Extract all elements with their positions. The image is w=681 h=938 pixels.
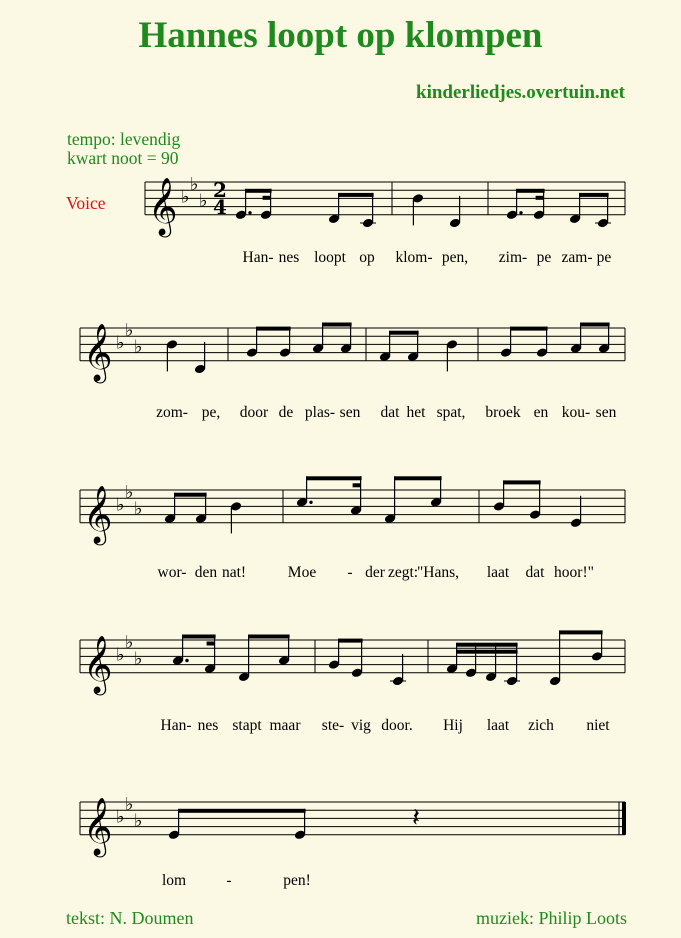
flat-sign: ♭ <box>116 644 125 666</box>
page-title: Hannes loopt op klompen <box>138 15 543 56</box>
beam <box>307 476 362 480</box>
augmentation-dot <box>309 501 312 504</box>
lyric-syllable: sen <box>595 404 617 421</box>
lyric-syllable: zom- <box>156 404 188 421</box>
flat-sign: ♭ <box>190 174 199 196</box>
lyric-syllable: den <box>194 564 218 581</box>
flat-sign: ♭ <box>134 498 143 520</box>
lyric-syllable: zegt: <box>387 564 419 581</box>
beam <box>457 650 518 654</box>
metronome-text: kwart noot = 90 <box>67 148 179 168</box>
lyric-syllable: loopt <box>314 249 346 266</box>
beam <box>179 809 306 813</box>
lyric-syllable: - <box>347 564 353 581</box>
partial-beam <box>263 196 271 200</box>
lyric-syllable: lom <box>161 872 187 889</box>
lyric-syllable: maar <box>269 717 301 734</box>
lyric-syllable: door <box>239 404 269 421</box>
beam <box>323 323 352 327</box>
beam <box>249 635 290 639</box>
beam <box>511 327 548 331</box>
lyric-syllable: zam- <box>561 249 593 266</box>
staff-system-2 <box>80 320 625 421</box>
lyric-syllable: nat! <box>221 564 247 581</box>
beam <box>560 630 603 634</box>
lyric-syllable: pe <box>536 249 552 266</box>
beam <box>339 193 374 197</box>
staff-system-3 <box>80 476 625 581</box>
lyric-syllable: klom- <box>395 249 433 266</box>
lyric-syllable: zich <box>528 717 554 734</box>
lyric-syllable: broek <box>485 404 521 421</box>
lyric-syllable: stapt <box>232 717 262 734</box>
treble-clef: 𝄞 <box>83 484 113 543</box>
lyric-syllable: kou- <box>561 404 591 421</box>
lyric-syllable: hoor!" <box>554 564 594 581</box>
lyric-syllable: Han- <box>242 249 274 266</box>
flat-sign: ♭ <box>181 186 190 208</box>
flat-sign: ♭ <box>125 794 134 816</box>
beam <box>339 639 363 643</box>
lyric-syllable: zim- <box>498 249 528 266</box>
lyric-syllable: niet <box>586 717 610 734</box>
lyric-syllable: wor- <box>157 564 187 581</box>
lyric-syllable: op <box>359 249 375 266</box>
lyric-syllable: Moe <box>287 564 317 581</box>
lyric-syllable: pe, <box>201 404 221 421</box>
website-link[interactable]: kinderliedjes.overtuin.net <box>416 82 625 103</box>
partial-beam <box>536 196 544 200</box>
flat-sign: ♭ <box>125 482 134 504</box>
treble-clef: 𝄞 <box>83 322 113 381</box>
beam <box>517 189 545 193</box>
lyric-syllable: laat <box>486 564 510 581</box>
augmentation-dot <box>248 211 251 214</box>
flat-sign: ♭ <box>116 494 125 516</box>
lyric-syllable: ste- <box>321 717 345 734</box>
lyric-syllable: "Hans, <box>416 564 460 581</box>
instrument-name: Voice <box>66 193 106 213</box>
beam <box>504 480 541 484</box>
lyric-syllable: sen <box>339 404 361 421</box>
augmentation-dot <box>519 211 522 214</box>
quarter-rest: 𝄽 <box>412 803 420 833</box>
time-signature-top: 2 <box>213 178 227 202</box>
lyric-syllable: door. <box>381 717 413 734</box>
flat-sign: ♭ <box>134 648 143 670</box>
final-barline <box>622 802 626 835</box>
staff-system-4 <box>80 630 625 734</box>
lyric-syllable: Han- <box>160 717 192 734</box>
lyric-syllable: dat <box>380 404 400 421</box>
beam <box>246 189 272 193</box>
partial-beam <box>353 483 361 487</box>
lyric-syllable: nes <box>197 717 219 734</box>
flat-sign: ♭ <box>116 332 125 354</box>
lyricist-credit: tekst: N. Doumen <box>66 908 194 928</box>
lyric-syllable: vig <box>351 717 371 734</box>
flat-sign: ♭ <box>116 806 125 828</box>
staff-system-1 <box>145 174 625 266</box>
treble-clef: 𝄞 <box>83 634 113 693</box>
time-signature-bottom: 4 <box>213 195 227 219</box>
partial-beam <box>207 642 215 646</box>
lyric-syllable: en <box>533 404 549 421</box>
flat-sign: ♭ <box>125 320 134 342</box>
augmentation-dot <box>185 659 188 662</box>
composer-credit: muziek: Philip Loots <box>476 908 627 928</box>
flat-sign: ♭ <box>125 632 134 654</box>
flat-sign: ♭ <box>199 190 208 212</box>
treble-clef: 𝄞 <box>83 796 113 855</box>
lyric-syllable: - <box>226 872 232 889</box>
lyric-syllable: pen, <box>441 249 469 266</box>
lyric-syllable: nes <box>278 249 300 266</box>
beam <box>175 493 207 497</box>
beam <box>257 327 291 331</box>
lyric-syllable: laat <box>486 717 510 734</box>
lyric-syllable: Hij <box>443 717 463 734</box>
lyric-syllable: pe <box>596 249 612 266</box>
treble-clef: 𝄞 <box>148 176 178 235</box>
lyric-syllable: der <box>365 564 385 581</box>
beam <box>395 476 442 480</box>
flat-sign: ♭ <box>134 336 143 358</box>
tempo-text: tempo: levendig <box>67 129 181 149</box>
beam <box>390 331 419 335</box>
beam <box>581 323 610 327</box>
lyric-syllable: pen! <box>283 872 311 889</box>
flat-sign: ♭ <box>134 810 143 832</box>
beam <box>580 193 609 197</box>
lyric-syllable: spat, <box>436 404 466 421</box>
lyric-syllable: dat <box>525 564 545 581</box>
lyric-syllable: het <box>406 404 426 421</box>
lyric-syllable: plas- <box>304 404 336 421</box>
beam <box>457 643 518 647</box>
staff-system-5 <box>80 794 626 889</box>
lyric-syllable: de <box>278 404 294 421</box>
beam <box>183 635 216 639</box>
